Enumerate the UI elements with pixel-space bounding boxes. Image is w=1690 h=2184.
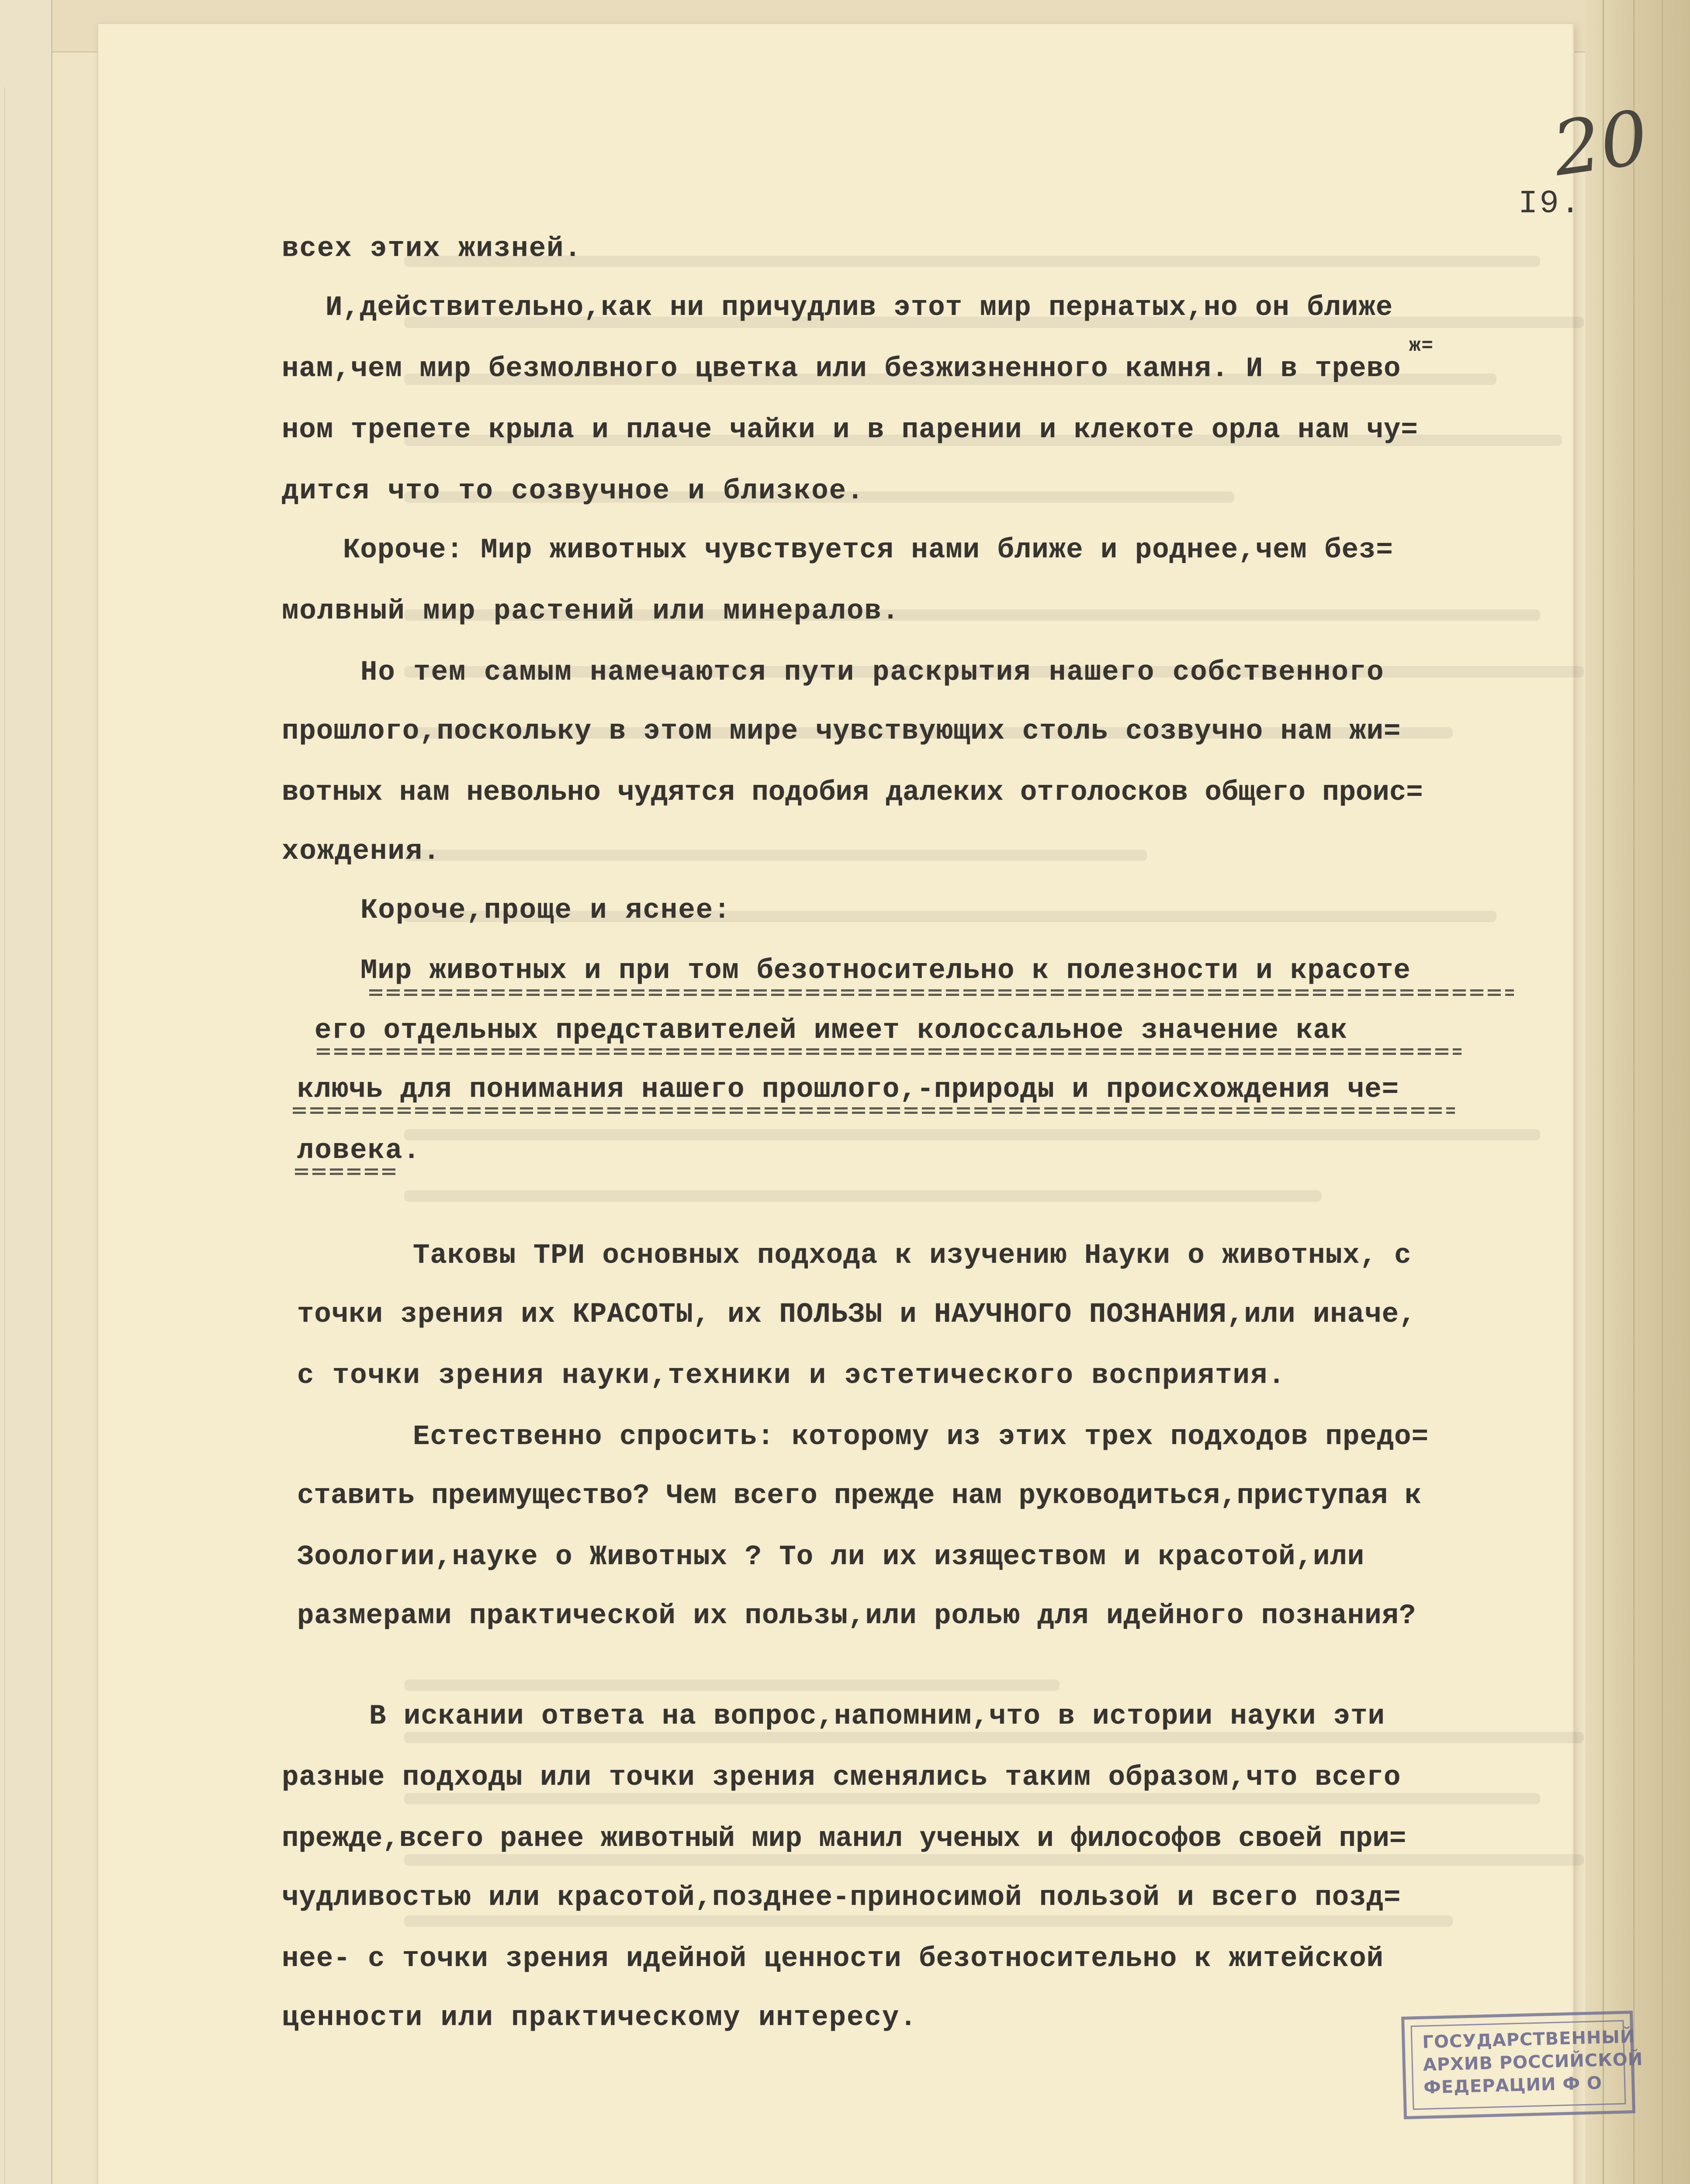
text-line: Естественно спросить: которому из этих трех подходов предо= — [413, 1421, 1429, 1453]
text-line: точки зрения их КРАСОТЫ, их ПОЛЬЗЫ и НАУЧНОГО ПОЗНАНИЯ,или иначе, — [297, 1299, 1416, 1330]
text-line: Короче: Мир животных чувствуется нами ближе и роднее,чем без= — [343, 535, 1393, 566]
page-number: I9. — [1518, 186, 1582, 222]
text-line: прошлого,поскольку в этом мире чувствующих столь созвучно нам жи= — [282, 716, 1401, 747]
text-line: прежде,всего ранее животный мир манил ученых и философов своей при= — [282, 1823, 1406, 1855]
text-line: Зоологии,науке о Животных ? То ли их изяществом и красотой,или — [297, 1541, 1365, 1573]
typed-underline — [317, 1048, 1461, 1056]
stamp-line: АРХИВ РОССИЙСКОЙ — [1423, 2049, 1643, 2075]
stamp-line: ФЕДЕРАЦИИ Ф О — [1423, 2073, 1603, 2098]
archive-sheet-number: 20 — [1548, 94, 1654, 194]
text-line: ценности или практическому интересу. — [282, 2002, 918, 2034]
text-line: его отдельных представителей имеет колоссальное значение как — [315, 1015, 1348, 1047]
typed-underline — [293, 1107, 1455, 1115]
text-line: всех этих жизней. — [282, 233, 582, 265]
text-line: нам,чем мир безмолвного цветка или безжизненного камня. И в трево — [282, 353, 1401, 385]
text-line: Таковы ТРИ основных подхода к изучению Науки о животных, с — [413, 1240, 1412, 1272]
text-line: Мир животных и при том безотносительно к полезности и красоте — [360, 955, 1411, 987]
text-line: разные подходы или точки зрения сменялись таким образом,что всего — [282, 1762, 1401, 1794]
text-line: ключь для понимания нашего прошлого,-природы и происхождения че= — [297, 1074, 1399, 1106]
text-line: нее- с точки зрения идейной ценности безотносительно к житейской — [282, 1943, 1384, 1975]
page-edge-line — [1633, 0, 1635, 2184]
text-line: Но тем самым намечаются пути раскрытия нашего собственного — [360, 657, 1385, 688]
page-edge-line — [1662, 0, 1663, 2184]
text-line: размерами практической их пользы,или ролью для идейного познания? — [297, 1600, 1416, 1632]
text-line: хождения. — [282, 836, 441, 867]
text-line: Короче,проще и яснее: — [360, 895, 731, 926]
typed-underline — [369, 989, 1514, 997]
text-line: ловека. — [297, 1135, 421, 1167]
text-line: молвный мир растений или минералов. — [282, 596, 900, 627]
folder-inner-edge — [4, 87, 48, 2184]
text-line: дится что то созвучное и близкое. — [282, 476, 865, 507]
folder-left-edge — [0, 0, 52, 2184]
text-line: вотных нам невольно чудятся подобия далеких отголосков общего проис= — [282, 777, 1423, 809]
typed-underline — [295, 1168, 400, 1176]
text-line: с точки зрения науки,техники и эстетического восприятия. — [297, 1360, 1286, 1392]
text-line: ставить преимущество? Чем всего прежде нам руководиться,приступая к — [297, 1480, 1422, 1512]
typed-page — [98, 24, 1654, 2184]
text-line: ном трепете крыла и плаче чайки и в парении и клекоте орла нам чу= — [282, 415, 1418, 446]
text-line: В искании ответа на вопрос,напомним,что в истории науки эти — [369, 1701, 1385, 1732]
stamp-line: ГОСУДАРСТВЕННЫЙ — [1422, 2026, 1635, 2053]
text-line: И,действительно,как ни причудлив этот мир пернатых,но он ближе — [326, 292, 1393, 324]
archive-stamp — [1401, 2011, 1643, 2119]
text-line: чудливостью или красотой,позднее-приносимой пользой и всего позд= — [282, 1882, 1401, 1914]
superscript-insert: ж= — [1409, 335, 1434, 357]
